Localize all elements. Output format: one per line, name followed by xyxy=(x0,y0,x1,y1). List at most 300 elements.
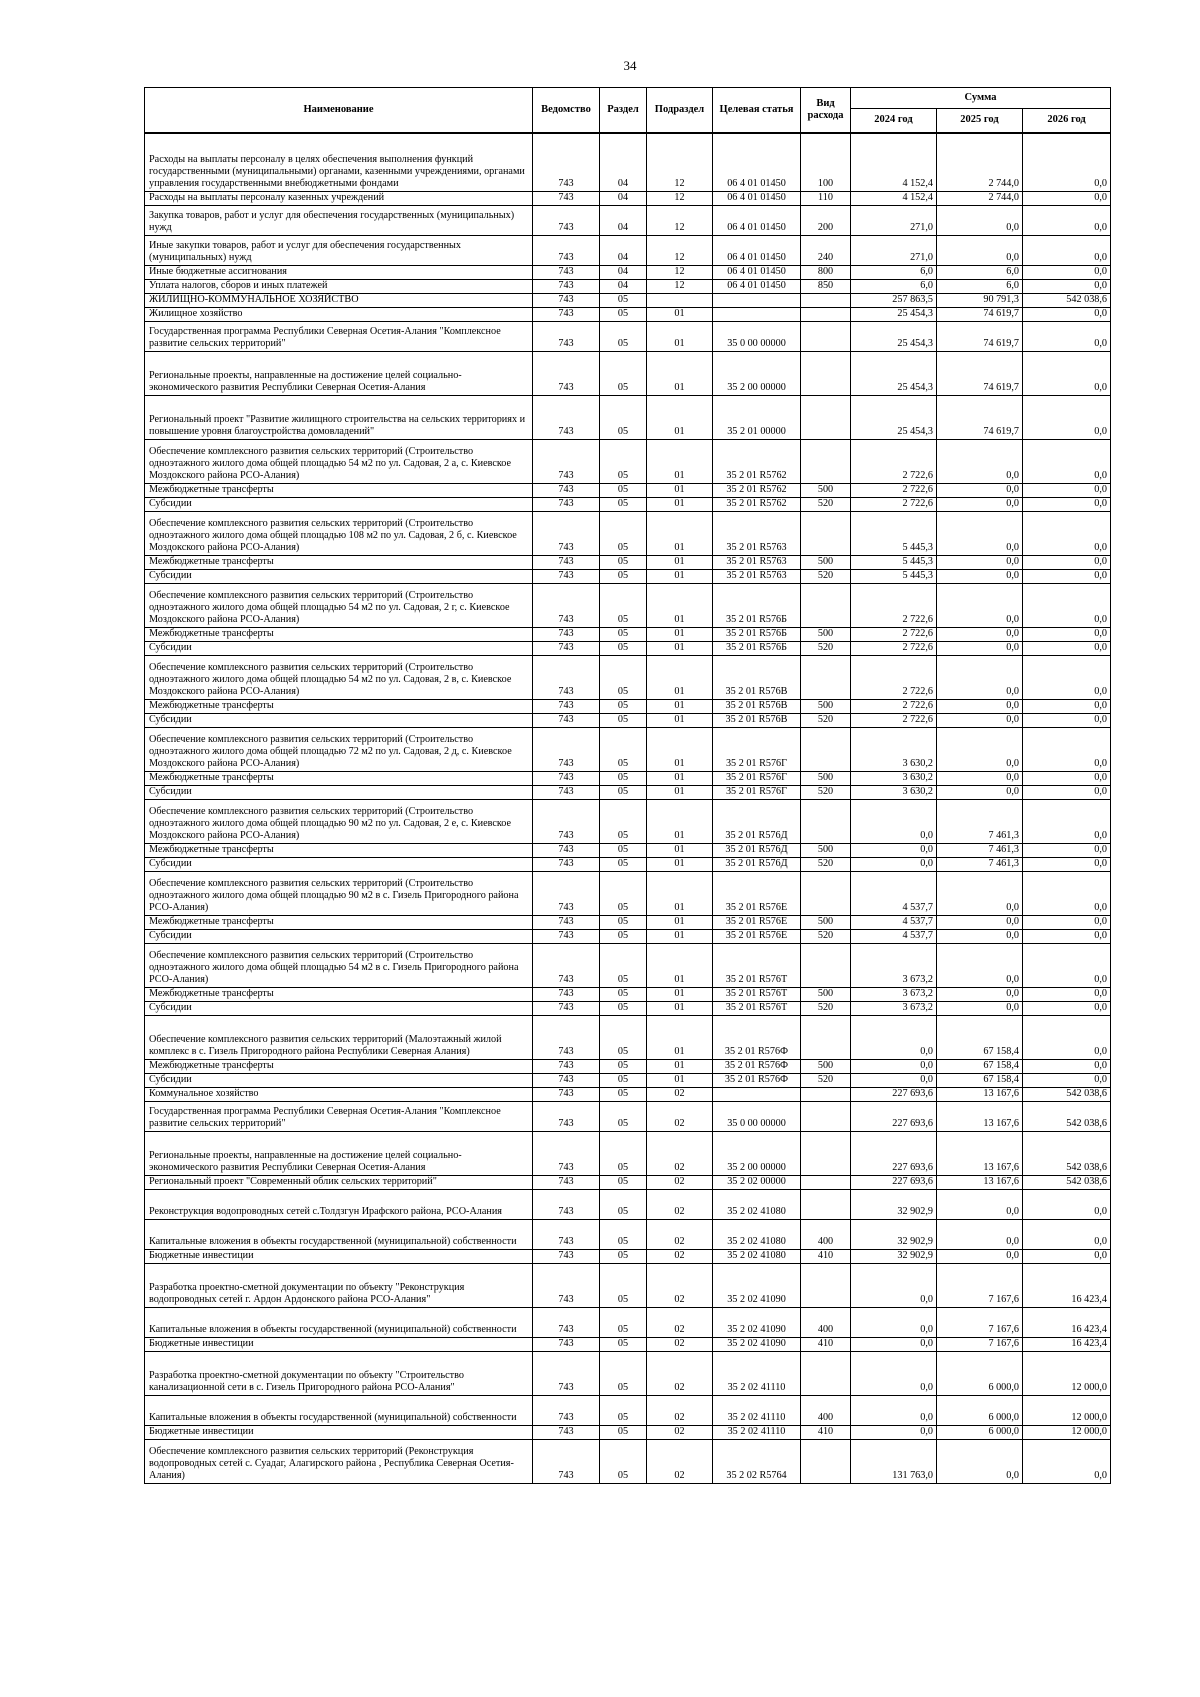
row-sum-2024: 227 693,6 xyxy=(851,1101,937,1131)
row-sum-2024: 5 445,3 xyxy=(851,555,937,569)
row-name: Межбюджетные трансферты xyxy=(145,483,533,497)
row-vedomstvo: 743 xyxy=(533,843,600,857)
row-target: 35 2 01 00000 xyxy=(713,395,801,439)
row-sum-2026: 0,0 xyxy=(1023,555,1111,569)
table-row xyxy=(145,1249,1111,1263)
row-vid: 410 xyxy=(801,1337,851,1351)
row-sum-2026: 12 000,0 xyxy=(1023,1351,1111,1395)
row-vid: 500 xyxy=(801,627,851,641)
row-sum-2026: 542 038,6 xyxy=(1023,1131,1111,1175)
row-target: 35 0 00 00000 xyxy=(713,321,801,351)
row-podrazdel: 12 xyxy=(647,279,713,293)
row-vid: 520 xyxy=(801,785,851,799)
row-podrazdel: 01 xyxy=(647,555,713,569)
row-sum-2025: 67 158,4 xyxy=(937,1073,1023,1087)
row-vid: 500 xyxy=(801,987,851,1001)
row-name: Капитальные вложения в объекты государственной (муниципальной) собственности xyxy=(145,1219,533,1249)
row-name: Региональные проекты, направленные на достижение целей социально-экономического развития Республики Северная Осетия-Алания xyxy=(145,351,533,395)
row-name: Обеспечение комплексного развития сельских территорий (Реконструкция водопроводных сетей с. Суадаг, Алагирского района , Республика Северная Осетия-Алания) xyxy=(145,1439,533,1483)
row-vedomstvo: 743 xyxy=(533,713,600,727)
row-name: Закупка товаров, работ и услуг для обеспечения государственных (муниципальных) нужд xyxy=(145,205,533,235)
row-sum-2025: 7 167,6 xyxy=(937,1307,1023,1337)
row-name: Межбюджетные трансферты xyxy=(145,843,533,857)
row-podrazdel xyxy=(647,293,713,307)
row-target: 35 2 01 R576Г xyxy=(713,771,801,785)
row-podrazdel: 01 xyxy=(647,1073,713,1087)
row-name: Государственная программа Республики Северная Осетия-Алания "Комплексное развитие сельских территорий" xyxy=(145,1101,533,1131)
row-sum-2024: 0,0 xyxy=(851,1425,937,1439)
row-sum-2024: 2 722,6 xyxy=(851,439,937,483)
row-razdel: 05 xyxy=(600,871,647,915)
row-podrazdel: 02 xyxy=(647,1263,713,1307)
row-vid: 400 xyxy=(801,1307,851,1337)
row-vid: 410 xyxy=(801,1249,851,1263)
row-vid xyxy=(801,1439,851,1483)
row-target: 35 2 01 R576Т xyxy=(713,943,801,987)
header-vedomstvo: Ведомство xyxy=(533,88,600,134)
row-name: Субсидии xyxy=(145,569,533,583)
row-name: Реконструкция водопроводных сетей с.Толдзгун Ирафского района, РСО-Алания xyxy=(145,1189,533,1219)
row-target: 35 2 01 R576Т xyxy=(713,1001,801,1015)
row-sum-2026: 542 038,6 xyxy=(1023,1175,1111,1189)
row-target xyxy=(713,307,801,321)
row-sum-2025: 0,0 xyxy=(937,713,1023,727)
row-sum-2024: 2 722,6 xyxy=(851,655,937,699)
row-sum-2026: 0,0 xyxy=(1023,843,1111,857)
row-sum-2024: 32 902,9 xyxy=(851,1219,937,1249)
row-razdel: 05 xyxy=(600,1059,647,1073)
row-name: Межбюджетные трансферты xyxy=(145,627,533,641)
row-name: Субсидии xyxy=(145,641,533,655)
row-podrazdel: 02 xyxy=(647,1175,713,1189)
row-razdel: 05 xyxy=(600,641,647,655)
row-target: 35 2 02 R5764 xyxy=(713,1439,801,1483)
row-target: 35 2 02 41080 xyxy=(713,1189,801,1219)
row-name: Межбюджетные трансферты xyxy=(145,987,533,1001)
row-name: Региональный проект "Современный облик сельских территорий" xyxy=(145,1175,533,1189)
row-podrazdel: 12 xyxy=(647,265,713,279)
row-sum-2024: 227 693,6 xyxy=(851,1131,937,1175)
row-vedomstvo: 743 xyxy=(533,497,600,511)
row-vid xyxy=(801,871,851,915)
row-vedomstvo: 743 xyxy=(533,987,600,1001)
row-podrazdel: 02 xyxy=(647,1425,713,1439)
row-vedomstvo: 743 xyxy=(533,1439,600,1483)
row-podrazdel: 01 xyxy=(647,583,713,627)
row-vedomstvo: 743 xyxy=(533,265,600,279)
table-row xyxy=(145,483,1111,497)
row-razdel: 05 xyxy=(600,583,647,627)
table-row xyxy=(145,293,1111,307)
row-sum-2025: 6,0 xyxy=(937,279,1023,293)
row-vedomstvo: 743 xyxy=(533,1015,600,1059)
row-target xyxy=(713,1087,801,1101)
row-name: Субсидии xyxy=(145,1073,533,1087)
row-sum-2025: 0,0 xyxy=(937,497,1023,511)
table-row xyxy=(145,655,1111,699)
row-sum-2025: 0,0 xyxy=(937,627,1023,641)
row-target: 06 4 01 01450 xyxy=(713,191,801,205)
row-vid: 400 xyxy=(801,1219,851,1249)
row-vid xyxy=(801,1263,851,1307)
row-sum-2024: 25 454,3 xyxy=(851,307,937,321)
row-sum-2026: 0,0 xyxy=(1023,771,1111,785)
row-razdel: 05 xyxy=(600,497,647,511)
row-vedomstvo: 743 xyxy=(533,641,600,655)
row-sum-2026: 0,0 xyxy=(1023,1073,1111,1087)
row-sum-2024: 4 152,4 xyxy=(851,191,937,205)
row-razdel: 05 xyxy=(600,1189,647,1219)
row-vid: 400 xyxy=(801,1395,851,1425)
row-podrazdel: 01 xyxy=(647,439,713,483)
row-vid xyxy=(801,395,851,439)
row-razdel: 05 xyxy=(600,1101,647,1131)
row-sum-2026: 16 423,4 xyxy=(1023,1337,1111,1351)
row-sum-2026: 0,0 xyxy=(1023,929,1111,943)
row-target: 35 2 01 R576Д xyxy=(713,843,801,857)
row-vedomstvo: 743 xyxy=(533,235,600,265)
row-vedomstvo: 743 xyxy=(533,771,600,785)
row-name: Обеспечение комплексного развития сельских территорий (Малоэтажный жилой комплекс в с. Гизель Пригородного района Республики Северная Алания) xyxy=(145,1015,533,1059)
row-sum-2025: 0,0 xyxy=(937,641,1023,655)
row-sum-2026: 0,0 xyxy=(1023,857,1111,871)
row-sum-2026: 0,0 xyxy=(1023,871,1111,915)
row-target: 35 2 00 00000 xyxy=(713,1131,801,1175)
row-razdel: 05 xyxy=(600,1249,647,1263)
row-sum-2026: 0,0 xyxy=(1023,483,1111,497)
row-name: Расходы на выплаты персоналу в целях обеспечения выполнения функций государственными (муниципальными) органами, казенными учреждениями, органами управления государственными внебюджетными фондами xyxy=(145,133,533,191)
row-sum-2025: 0,0 xyxy=(937,205,1023,235)
row-vedomstvo: 743 xyxy=(533,915,600,929)
row-podrazdel: 01 xyxy=(647,871,713,915)
row-sum-2026: 0,0 xyxy=(1023,915,1111,929)
row-sum-2024: 0,0 xyxy=(851,1059,937,1073)
row-sum-2024: 2 722,6 xyxy=(851,699,937,713)
row-vedomstvo: 743 xyxy=(533,1087,600,1101)
row-sum-2025: 7 167,6 xyxy=(937,1337,1023,1351)
row-podrazdel: 01 xyxy=(647,351,713,395)
row-sum-2025: 0,0 xyxy=(937,785,1023,799)
row-sum-2026: 0,0 xyxy=(1023,799,1111,843)
row-vid: 520 xyxy=(801,929,851,943)
row-name: Субсидии xyxy=(145,713,533,727)
row-sum-2025: 0,0 xyxy=(937,583,1023,627)
table-row xyxy=(145,307,1111,321)
row-sum-2025: 13 167,6 xyxy=(937,1175,1023,1189)
row-vedomstvo: 743 xyxy=(533,1219,600,1249)
row-sum-2025: 13 167,6 xyxy=(937,1087,1023,1101)
row-vid xyxy=(801,321,851,351)
row-name: Жилищное хозяйство xyxy=(145,307,533,321)
table-row xyxy=(145,713,1111,727)
row-sum-2026: 0,0 xyxy=(1023,133,1111,191)
row-podrazdel: 02 xyxy=(647,1249,713,1263)
row-sum-2025: 67 158,4 xyxy=(937,1015,1023,1059)
row-sum-2025: 0,0 xyxy=(937,1439,1023,1483)
row-sum-2024: 2 722,6 xyxy=(851,497,937,511)
row-sum-2024: 0,0 xyxy=(851,1263,937,1307)
row-sum-2026: 0,0 xyxy=(1023,235,1111,265)
row-sum-2025: 6 000,0 xyxy=(937,1425,1023,1439)
table-row xyxy=(145,771,1111,785)
row-vedomstvo: 743 xyxy=(533,293,600,307)
row-target: 06 4 01 01450 xyxy=(713,235,801,265)
row-target: 35 2 02 41110 xyxy=(713,1351,801,1395)
row-target: 35 2 01 R5762 xyxy=(713,483,801,497)
table-row xyxy=(145,727,1111,771)
row-target: 35 2 01 R5763 xyxy=(713,569,801,583)
row-sum-2024: 257 863,5 xyxy=(851,293,937,307)
row-name: Уплата налогов, сборов и иных платежей xyxy=(145,279,533,293)
table-row xyxy=(145,843,1111,857)
table-row xyxy=(145,857,1111,871)
table-row xyxy=(145,1189,1111,1219)
row-target: 35 0 00 00000 xyxy=(713,1101,801,1131)
row-sum-2024: 3 630,2 xyxy=(851,785,937,799)
row-target: 35 2 01 R5762 xyxy=(713,439,801,483)
row-podrazdel: 02 xyxy=(647,1101,713,1131)
row-name: Коммунальное хозяйство xyxy=(145,1087,533,1101)
row-sum-2025: 0,0 xyxy=(937,1001,1023,1015)
row-sum-2025: 0,0 xyxy=(937,727,1023,771)
row-sum-2025: 0,0 xyxy=(937,235,1023,265)
row-vedomstvo: 743 xyxy=(533,1395,600,1425)
row-podrazdel: 02 xyxy=(647,1351,713,1395)
row-target: 35 2 01 R576В xyxy=(713,713,801,727)
table-row xyxy=(145,929,1111,943)
row-razdel: 05 xyxy=(600,351,647,395)
row-vedomstvo: 743 xyxy=(533,321,600,351)
row-vid: 100 xyxy=(801,133,851,191)
row-sum-2025: 0,0 xyxy=(937,555,1023,569)
row-vid xyxy=(801,439,851,483)
row-name: Субсидии xyxy=(145,929,533,943)
row-sum-2026: 0,0 xyxy=(1023,1219,1111,1249)
row-vedomstvo: 743 xyxy=(533,1175,600,1189)
row-podrazdel: 01 xyxy=(647,843,713,857)
row-podrazdel: 01 xyxy=(647,987,713,1001)
row-podrazdel: 01 xyxy=(647,307,713,321)
row-podrazdel: 01 xyxy=(647,511,713,555)
table-row xyxy=(145,235,1111,265)
row-razdel: 05 xyxy=(600,1351,647,1395)
row-sum-2025: 0,0 xyxy=(937,511,1023,555)
row-name: Разработка проектно-сметной документации по объекту "Реконструкция водопроводных сетей г. Ардон Ардонского района РСО-Алания" xyxy=(145,1263,533,1307)
row-sum-2026: 0,0 xyxy=(1023,307,1111,321)
row-podrazdel: 01 xyxy=(647,1001,713,1015)
row-vedomstvo: 743 xyxy=(533,857,600,871)
row-sum-2024: 3 630,2 xyxy=(851,771,937,785)
table-row xyxy=(145,439,1111,483)
row-sum-2024: 0,0 xyxy=(851,1337,937,1351)
row-target: 35 2 02 41110 xyxy=(713,1425,801,1439)
row-vid xyxy=(801,1351,851,1395)
row-sum-2026: 0,0 xyxy=(1023,627,1111,641)
row-sum-2026: 0,0 xyxy=(1023,395,1111,439)
row-sum-2026: 0,0 xyxy=(1023,699,1111,713)
row-vedomstvo: 743 xyxy=(533,1073,600,1087)
row-sum-2024: 2 722,6 xyxy=(851,483,937,497)
row-vedomstvo: 743 xyxy=(533,699,600,713)
row-razdel: 05 xyxy=(600,293,647,307)
row-sum-2026: 0,0 xyxy=(1023,1059,1111,1073)
row-name: Обеспечение комплексного развития сельских территорий (Строительство одноэтажного жилого дома общей площадью 108 м2 по ул. Садовая, 2 б, с. Киевское Моздокского района РСО-Алания) xyxy=(145,511,533,555)
row-sum-2025: 0,0 xyxy=(937,699,1023,713)
row-sum-2025: 0,0 xyxy=(937,929,1023,943)
row-podrazdel: 01 xyxy=(647,771,713,785)
row-vedomstvo: 743 xyxy=(533,1263,600,1307)
row-sum-2026: 0,0 xyxy=(1023,497,1111,511)
table-row xyxy=(145,1395,1111,1425)
table-row xyxy=(145,943,1111,987)
row-podrazdel: 01 xyxy=(647,497,713,511)
row-sum-2026: 0,0 xyxy=(1023,583,1111,627)
row-sum-2026: 0,0 xyxy=(1023,785,1111,799)
row-vid xyxy=(801,293,851,307)
row-sum-2025: 6 000,0 xyxy=(937,1351,1023,1395)
table-row xyxy=(145,395,1111,439)
row-name: Межбюджетные трансферты xyxy=(145,915,533,929)
header-2024: 2024 год xyxy=(851,109,937,134)
row-target: 35 2 01 R576В xyxy=(713,655,801,699)
row-vedomstvo: 743 xyxy=(533,511,600,555)
row-sum-2025: 0,0 xyxy=(937,915,1023,929)
table-row xyxy=(145,627,1111,641)
table-row xyxy=(145,1351,1111,1395)
row-vedomstvo: 743 xyxy=(533,279,600,293)
row-name: Региональный проект "Развитие жилищного строительства на сельских территориях и повышение уровня благоустройства домовладений" xyxy=(145,395,533,439)
row-podrazdel: 02 xyxy=(647,1131,713,1175)
row-podrazdel: 01 xyxy=(647,943,713,987)
row-podrazdel: 12 xyxy=(647,191,713,205)
row-sum-2025: 0,0 xyxy=(937,439,1023,483)
budget-table xyxy=(144,87,1111,1484)
row-vid: 520 xyxy=(801,1001,851,1015)
table-row xyxy=(145,1337,1111,1351)
row-target: 35 2 02 41110 xyxy=(713,1395,801,1425)
row-name: Обеспечение комплексного развития сельских территорий (Строительство одноэтажного жилого дома общей площадью 54 м2 по ул. Садовая, 2 в, с. Киевское Моздокского района РСО-Алания) xyxy=(145,655,533,699)
row-vedomstvo: 743 xyxy=(533,351,600,395)
row-target: 35 2 01 R576Е xyxy=(713,915,801,929)
row-vedomstvo: 743 xyxy=(533,943,600,987)
row-razdel: 05 xyxy=(600,1395,647,1425)
row-sum-2025: 7 461,3 xyxy=(937,843,1023,857)
row-target: 06 4 01 01450 xyxy=(713,133,801,191)
row-sum-2024: 25 454,3 xyxy=(851,321,937,351)
row-sum-2024: 0,0 xyxy=(851,1015,937,1059)
row-target: 35 2 01 R576Г xyxy=(713,785,801,799)
row-sum-2026: 0,0 xyxy=(1023,191,1111,205)
row-sum-2024: 0,0 xyxy=(851,857,937,871)
row-target: 35 2 01 R576Т xyxy=(713,987,801,1001)
table-row xyxy=(145,1425,1111,1439)
table-row xyxy=(145,1131,1111,1175)
row-sum-2024: 6,0 xyxy=(851,279,937,293)
row-vedomstvo: 743 xyxy=(533,555,600,569)
row-sum-2024: 131 763,0 xyxy=(851,1439,937,1483)
row-name: Обеспечение комплексного развития сельских территорий (Строительство одноэтажного жилого дома общей площадью 90 м2 по ул. Садовая, 2 е, с. Киевское Моздокского района РСО-Алания) xyxy=(145,799,533,843)
row-vedomstvo: 743 xyxy=(533,569,600,583)
row-sum-2024: 3 673,2 xyxy=(851,1001,937,1015)
row-razdel: 05 xyxy=(600,771,647,785)
row-podrazdel: 01 xyxy=(647,915,713,929)
row-sum-2024: 4 152,4 xyxy=(851,133,937,191)
row-target: 35 2 01 R576Г xyxy=(713,727,801,771)
row-sum-2026: 12 000,0 xyxy=(1023,1395,1111,1425)
row-vid xyxy=(801,1015,851,1059)
row-sum-2025: 74 619,7 xyxy=(937,321,1023,351)
row-sum-2024: 4 537,7 xyxy=(851,871,937,915)
row-sum-2025: 13 167,6 xyxy=(937,1131,1023,1175)
row-sum-2024: 0,0 xyxy=(851,1307,937,1337)
row-vid xyxy=(801,1101,851,1131)
row-sum-2024: 25 454,3 xyxy=(851,351,937,395)
row-name: Расходы на выплаты персоналу казенных учреждений xyxy=(145,191,533,205)
row-podrazdel: 01 xyxy=(647,699,713,713)
row-target: 35 2 01 R576Ф xyxy=(713,1073,801,1087)
row-podrazdel: 02 xyxy=(647,1307,713,1337)
row-vedomstvo: 743 xyxy=(533,191,600,205)
row-vedomstvo: 743 xyxy=(533,627,600,641)
row-razdel: 05 xyxy=(600,1073,647,1087)
row-sum-2024: 0,0 xyxy=(851,799,937,843)
row-name: Межбюджетные трансферты xyxy=(145,1059,533,1073)
row-sum-2025: 7 461,3 xyxy=(937,857,1023,871)
row-vid: 500 xyxy=(801,1059,851,1073)
row-vedomstvo: 743 xyxy=(533,307,600,321)
row-sum-2024: 0,0 xyxy=(851,1395,937,1425)
row-vedomstvo: 743 xyxy=(533,785,600,799)
row-podrazdel: 01 xyxy=(647,857,713,871)
row-podrazdel: 01 xyxy=(647,1015,713,1059)
row-target: 35 2 01 R576В xyxy=(713,699,801,713)
row-vedomstvo: 743 xyxy=(533,133,600,191)
row-target: 35 2 01 R576Ф xyxy=(713,1059,801,1073)
row-name: Обеспечение комплексного развития сельских территорий (Строительство одноэтажного жилого дома общей площадью 54 м2 по ул. Садовая, 2 г, с. Киевское Моздокского района РСО-Алания) xyxy=(145,583,533,627)
row-vedomstvo: 743 xyxy=(533,871,600,915)
row-sum-2025: 7 167,6 xyxy=(937,1263,1023,1307)
row-sum-2025: 67 158,4 xyxy=(937,1059,1023,1073)
row-sum-2025: 7 461,3 xyxy=(937,799,1023,843)
table-row xyxy=(145,785,1111,799)
row-razdel: 05 xyxy=(600,943,647,987)
row-razdel: 05 xyxy=(600,569,647,583)
row-sum-2025: 74 619,7 xyxy=(937,307,1023,321)
row-vid: 500 xyxy=(801,915,851,929)
row-sum-2025: 0,0 xyxy=(937,871,1023,915)
table-row xyxy=(145,1015,1111,1059)
row-target xyxy=(713,293,801,307)
row-sum-2025: 90 791,3 xyxy=(937,293,1023,307)
row-name: Обеспечение комплексного развития сельских территорий (Строительство одноэтажного жилого дома общей площадью 54 м2 по ул. Садовая, 2 а, с. Киевское Моздокского района РСО-Алания) xyxy=(145,439,533,483)
row-vid xyxy=(801,799,851,843)
row-razdel: 05 xyxy=(600,929,647,943)
row-podrazdel: 01 xyxy=(647,713,713,727)
row-target: 06 4 01 01450 xyxy=(713,279,801,293)
row-sum-2025: 74 619,7 xyxy=(937,351,1023,395)
row-vid: 500 xyxy=(801,555,851,569)
header-target: Целевая статья xyxy=(713,88,801,134)
row-razdel: 05 xyxy=(600,483,647,497)
row-sum-2026: 0,0 xyxy=(1023,727,1111,771)
row-name: Иные бюджетные ассигнования xyxy=(145,265,533,279)
row-name: Субсидии xyxy=(145,1001,533,1015)
row-podrazdel: 01 xyxy=(647,321,713,351)
row-target: 06 4 01 01450 xyxy=(713,205,801,235)
row-podrazdel: 01 xyxy=(647,785,713,799)
row-podrazdel: 02 xyxy=(647,1395,713,1425)
table-row xyxy=(145,497,1111,511)
